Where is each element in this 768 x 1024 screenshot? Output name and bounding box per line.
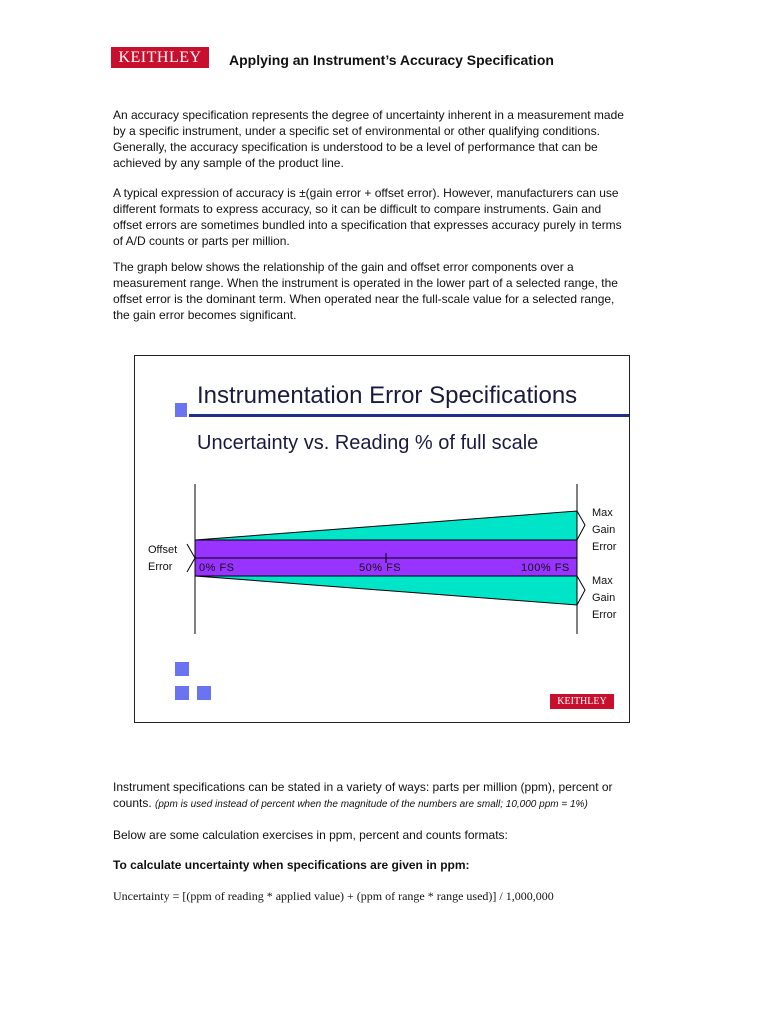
axis-label-0-fs: 0% FS bbox=[199, 562, 235, 574]
max-gain-error-top-label: Max Gain Error bbox=[592, 507, 617, 553]
paragraph-accuracy-definition: An accuracy specification represents the degree of uncertainty inherent in a measurement made by a specific instrument, under a specific set of environmental or other qualifying conditions. Generally, the accuracy specification is understood to be a level of performance that can be achieved by any sample of the product line. bbox=[113, 108, 624, 170]
paragraph-accuracy-expression: A typical expression of accuracy is ±(gain error + offset error). However, manufacturers can use different formats to express accuracy, so it can be difficult to compare instruments. Gain and offset errors are sometimes bundled into a specification that expresses accuracy purely in terms of A/D counts or parts per million. bbox=[113, 186, 622, 248]
slide-title: Instrumentation Error Specifications bbox=[197, 382, 578, 409]
axis-label-100-fs: 100% FS bbox=[521, 562, 570, 574]
offset-brace bbox=[187, 544, 195, 572]
slide-title-rule bbox=[189, 414, 629, 417]
error-spec-slide bbox=[134, 355, 630, 723]
title-bullet-square bbox=[175, 403, 187, 417]
spec-formats-text: Instrument specifications can be stated in a variety of ways: parts per million (ppm), percent or counts. bbox=[113, 780, 613, 810]
error-spec-diagram bbox=[135, 356, 629, 722]
ppm-uncertainty-formula: Uncertainty = [(ppm of reading * applied value) + (ppm of range * range used)] / 1,000,000 bbox=[113, 889, 554, 903]
decor-square-bottom-right bbox=[197, 686, 211, 700]
max-gain-bottom-brace bbox=[577, 576, 585, 605]
slide-subtitle: Uncertainty vs. Reading % of full scale bbox=[197, 432, 539, 454]
upper-gain-error-band bbox=[195, 511, 577, 540]
max-gain-error-bottom-label: Max Gain Error bbox=[592, 575, 617, 621]
axis-label-50-fs: 50% FS bbox=[359, 562, 402, 574]
paragraph-graph-description: The graph below shows the relationship of the gain and offset error components over a measurement range. When the instrument is operated in the lower part of a selected range, the offset error is the dominant term. When operated near the full-scale value for a selected range, the gain error becomes significant. bbox=[113, 260, 618, 322]
keithley-logo: KEITHLEY bbox=[111, 47, 209, 68]
offset-error-label: Offset Error bbox=[148, 544, 178, 573]
lower-gain-error-band bbox=[195, 576, 577, 605]
paragraph-spec-formats bbox=[113, 779, 633, 813]
decor-square-top bbox=[175, 662, 189, 676]
ppm-note: (ppm is used instead of percent when the magnitude of the numbers are small; 10,000 ppm = 1%) bbox=[155, 799, 588, 810]
max-gain-top-brace bbox=[577, 511, 585, 540]
document-title: Applying an Instrument’s Accuracy Specification bbox=[229, 52, 554, 68]
decor-square-bottom-left bbox=[175, 686, 189, 700]
slide-keithley-logo: KEITHLEY bbox=[550, 694, 614, 709]
paragraph-exercises-intro: Below are some calculation exercises in ppm, percent and counts formats: bbox=[113, 828, 508, 842]
ppm-calculation-heading: To calculate uncertainty when specifications are given in ppm: bbox=[113, 858, 470, 872]
